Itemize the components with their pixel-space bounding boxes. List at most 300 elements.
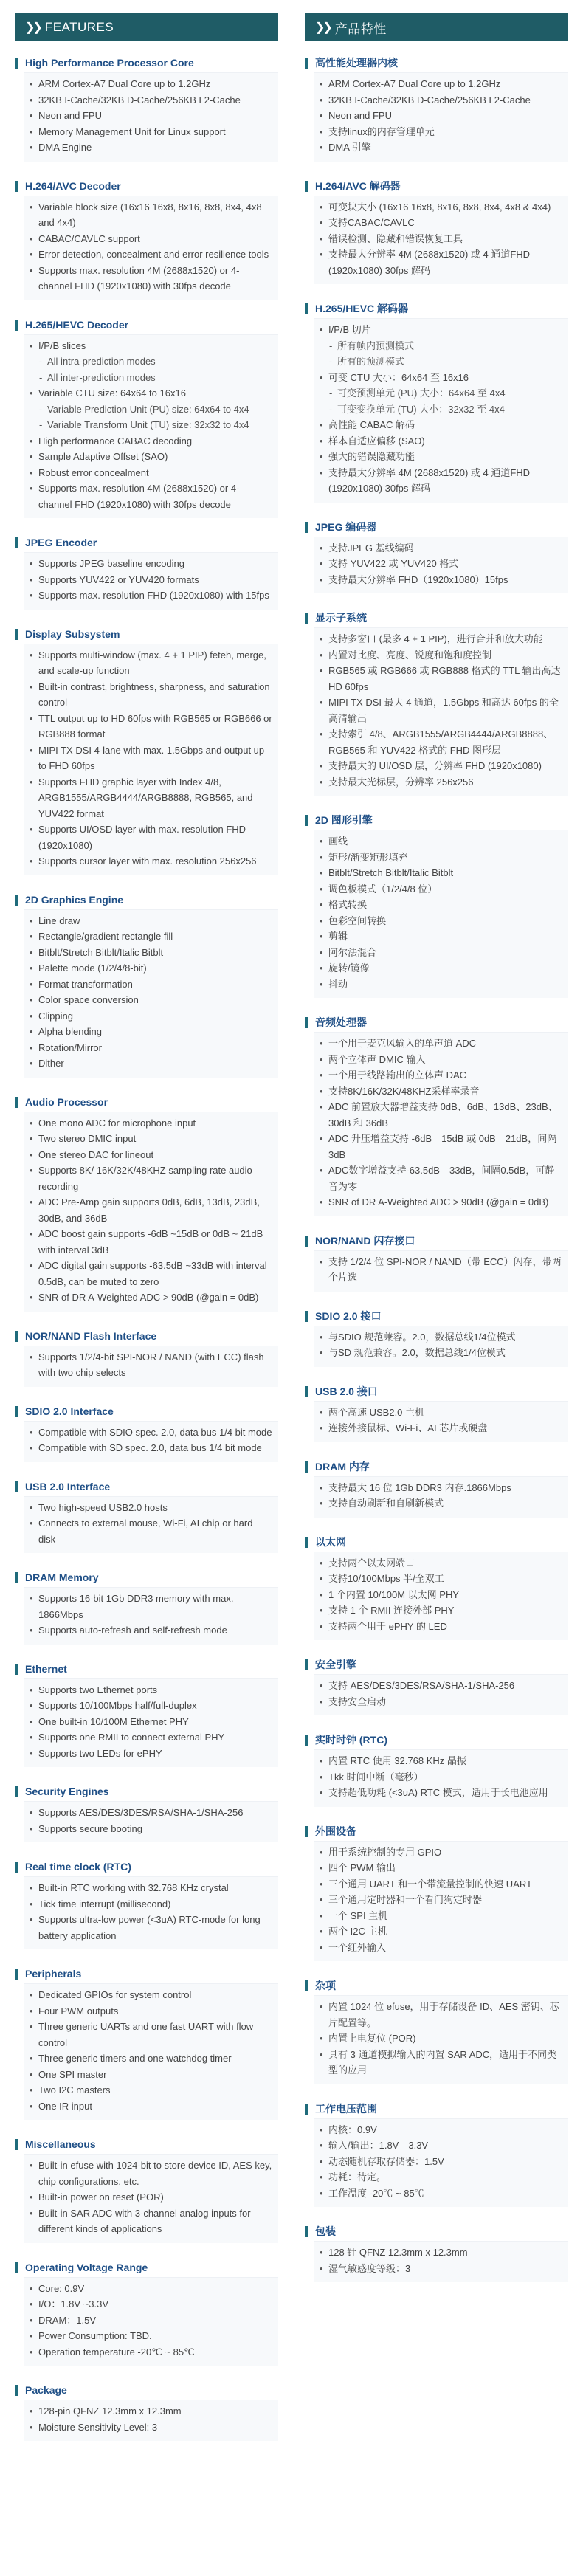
feature-item: • Built-in contrast, brightness, sharpness, and saturation control <box>30 679 272 711</box>
section-title: NOR/NAND Flash Interface <box>25 1329 157 1342</box>
feature-item: • Tick time interrupt (millisecond) <box>30 1896 272 1912</box>
section-spacer <box>305 1442 568 1461</box>
feature-item: • 动态随机存取存储器：1.5V <box>320 2154 562 2170</box>
feature-item: • 强大的错误隐藏功能 <box>320 449 562 465</box>
feature-item: • 支持最大分辨率 4M (2688x1520) 或 4 通道FHD (1920x1080) 30fps 解码 <box>320 247 562 278</box>
section-title: SDIO 2.0 Interface <box>25 1405 114 1417</box>
feature-section <box>305 613 568 796</box>
feature-item: • Variable CTU size: 64x64 to 16x16 <box>30 385 272 402</box>
feature-item: • 支持索引 4/8、ARGB1555/ARGB4444/ARGB8888、RGB565 和 YUV422 格式的 FHD 图形层 <box>320 726 562 758</box>
feature-item: • Bitblt/Stretch Bitblt/Italic Bitblt <box>320 865 562 881</box>
section-body <box>314 196 568 285</box>
section-spacer <box>15 162 278 181</box>
feature-item: • Dither <box>30 1055 272 1072</box>
feature-item: • 支持最大分辨率 FHD（1920x1080）15fps <box>320 572 562 588</box>
feature-item: • Supports two Ethernet ports <box>30 1682 272 1698</box>
section-body <box>314 1995 568 2084</box>
section-title: 工作电压范围 <box>315 2102 377 2115</box>
feature-section <box>305 1017 568 1216</box>
feature-section <box>305 2226 568 2282</box>
section-spacer <box>305 1961 568 1980</box>
feature-section <box>305 1386 568 1442</box>
feature-item: • 格式转换 <box>320 897 562 913</box>
feature-item: • 湿气敏感度等级：3 <box>320 2261 562 2277</box>
section-body <box>24 1587 278 1645</box>
feature-item: • Supports max. resolution FHD (1920x1080) with 15fps <box>30 588 272 604</box>
feature-item: • Supports one RMII to connect external PHY <box>30 1729 272 1746</box>
features-header <box>15 13 278 41</box>
section-body <box>24 1112 278 1312</box>
feature-item: • Supports ultra-low power (<3uA) RTC-mode for long battery application <box>30 1912 272 1943</box>
feature-sub-item: - All inter-prediction modes <box>30 370 272 386</box>
feature-item: • Supports auto-refresh and self-refresh mode <box>30 1622 272 1639</box>
feature-item: • ADC Pre-Amp gain supports 0dB, 6dB, 13dB, 23dB, 30dB, and 36dB <box>30 1194 272 1226</box>
section-spacer <box>305 796 568 815</box>
feature-item: • Supports cursor layer with max. resolution 256x256 <box>30 853 272 869</box>
section-spacer <box>15 2120 278 2139</box>
section-title: 实时时钟 (RTC) <box>315 1734 387 1746</box>
feature-section <box>15 2139 278 2243</box>
section-title: Real time clock (RTC) <box>25 1861 131 1873</box>
section-body <box>24 552 278 610</box>
feature-item: • ADC digital gain supports -63.5dB ~33dB with interval 0.5dB, can be muted to zero <box>30 1258 272 1289</box>
section-spacer <box>15 2243 278 2262</box>
section-body <box>24 644 278 875</box>
feature-item: • Two I2C masters <box>30 2082 272 2098</box>
feature-section <box>305 1461 568 1518</box>
feature-item: • Clipping <box>30 1008 272 1024</box>
feature-item: • 支持最大分辨率 4M (2688x1520) 或 4 通道FHD (1920x1080) 30fps 解码 <box>320 465 562 497</box>
feature-section <box>15 1664 278 1768</box>
feature-item: • One SPI master <box>30 2067 272 2083</box>
feature-item: • 一个 SPI 主机 <box>320 1908 562 1924</box>
feature-section <box>305 181 568 285</box>
section-spacer <box>15 610 278 629</box>
feature-item: • 内核：0.9V <box>320 2122 562 2138</box>
feature-item: • 具有 3 通道模拟输入的内置 SAR ADC，适用于不同类型的应用 <box>320 2047 562 2079</box>
feature-item: • 与SDIO 规范兼容。2.0，数据总线1/4位模式 <box>320 1329 562 1346</box>
feature-item: • Supports 16-bit 1Gb DDR3 memory with max. 1866Mbps <box>30 1591 272 1622</box>
section-body <box>24 72 278 162</box>
feature-section <box>305 303 568 503</box>
feature-item: • TTL output up to HD 60fps with RGB565 or RGB666 or RGB888 format <box>30 711 272 743</box>
feature-item: • One built-in 10/100M Ethernet PHY <box>30 1714 272 1730</box>
feature-item: • Supports secure booting <box>30 1821 272 1837</box>
section-spacer <box>15 1949 278 1969</box>
feature-item: • 阿尔法混合 <box>320 945 562 961</box>
feature-item: • I/P/B slices <box>30 338 272 354</box>
feature-item: • 支持超低功耗 (<3uA) RTC 模式，适用于长电池应用 <box>320 1785 562 1801</box>
feature-item: • Compatible with SD spec. 2.0, data bus 1/4 bit mode <box>30 1440 272 1456</box>
feature-item: • One IR input <box>30 2098 272 2115</box>
section-spacer <box>15 875 278 895</box>
feature-item: • 1 个内置 10/100M 以太网 PHY <box>320 1587 562 1603</box>
feature-item: • Dedicated GPIOs for system control <box>30 1987 272 2003</box>
section-title: 包装 <box>315 2225 336 2237</box>
feature-item: • 三个通用 UART 和一个带流量控制的快速 UART <box>320 1876 562 1893</box>
feature-item: • CABAC/CAVLC support <box>30 231 272 247</box>
feature-item: • 工作温度 -20℃ ~ 85℃ <box>320 2186 562 2202</box>
feature-item: • Supports UI/OSD layer with max. resolution FHD (1920x1080) <box>30 822 272 853</box>
section-spacer <box>15 1462 278 1481</box>
feature-item: • 支持 1/2/4 位 SPI-NOR / NAND（带 ECC）闪存，带两个片选 <box>320 1254 562 1286</box>
feature-item: • 内置上电复位 (POR) <box>320 2031 562 2047</box>
feature-item: • MIPI TX DSI 4-lane with max. 1.5Gbps and output up to FHD 60fps <box>30 743 272 774</box>
feature-item: • 两个高速 USB2.0 主机 <box>320 1405 562 1421</box>
section-body <box>314 830 568 998</box>
feature-section <box>15 1406 278 1462</box>
feature-item: • Supports multi-window (max. 4 + 1 PIP) feteh, merge, and scale-up function <box>30 647 272 679</box>
feature-item: • Supports max. resolution 4M (2688x1520) or 4-channel FHD (1920x1080) with 30fps decode <box>30 481 272 512</box>
feature-item: • 矩形/渐变矩形填充 <box>320 850 562 866</box>
section-spacer <box>305 998 568 1017</box>
feature-item: • Three generic timers and one watchdog timer <box>30 2050 272 2067</box>
feature-section <box>305 1311 568 1367</box>
feature-section <box>15 537 278 610</box>
feature-section <box>15 1481 278 1554</box>
section-body <box>24 1983 278 2120</box>
section-title: SDIO 2.0 接口 <box>315 1309 382 1322</box>
feature-item: • SNR of DR A-Weighted ADC > 90dB (@gain = 0dB) <box>30 1289 272 1306</box>
feature-item: • Supports 10/100Mbps half/full-duplex <box>30 1698 272 1714</box>
section-spacer <box>15 2366 278 2385</box>
feature-section <box>15 895 278 1078</box>
feature-item: • 支持 AES/DES/3DES/RSA/SHA-1/SHA-256 <box>320 1678 562 1694</box>
section-spacer <box>305 1807 568 1826</box>
feature-item: • 支持CABAC/CAVLC <box>320 215 562 231</box>
feature-item: • 128 针 QFNZ 12.3mm x 12.3mm <box>320 2245 562 2261</box>
feature-section <box>15 629 278 875</box>
feature-item: • 与SD 规范兼容。2.0，数据总线1/4位模式 <box>320 1345 562 1361</box>
section-body <box>314 537 568 594</box>
feature-item: • Compatible with SDIO spec. 2.0, data bus 1/4 bit mode <box>30 1425 272 1441</box>
feature-item: • Format transformation <box>30 977 272 993</box>
feature-item: • 支持8K/16K/32K/48KHZ采样率录音 <box>320 1084 562 1100</box>
feature-section <box>15 1969 278 2120</box>
section-body <box>314 1841 568 1962</box>
feature-item: • ADC boost gain supports -6dB ~15dB or 0dB ~ 21dB with interval 3dB <box>30 1226 272 1258</box>
section-spacer <box>15 518 278 537</box>
feature-item: • High performance CABAC decoding <box>30 433 272 450</box>
section-spacer <box>15 2441 278 2460</box>
section-body <box>24 2400 278 2441</box>
feature-sub-item: - 可变预测单元 (PU) 大小：64x64 至 4x4 <box>320 385 562 402</box>
section-spacer <box>305 2282 568 2301</box>
feature-item: • Connects to external mouse, Wi-Fi, AI chip or hard disk <box>30 1515 272 1547</box>
section-body <box>314 1401 568 1442</box>
feature-item: • 可变 CTU 大小：64x64 至 16x16 <box>320 370 562 386</box>
section-title: H.264/AVC Decoder <box>25 179 121 192</box>
section-body <box>314 1476 568 1518</box>
feature-item: • 支持安全启动 <box>320 1694 562 1710</box>
feature-item: • Two high-speed USB2.0 hosts <box>30 1500 272 1516</box>
feature-item: • Built-in efuse with 1024-bit to store device ID, AES key, chip configurations, etc. <box>30 2157 272 2189</box>
feature-item: • 两个立体声 DMIC 输入 <box>320 1052 562 1068</box>
feature-item: • ARM Cortex-A7 Dual Core up to 1.2GHz <box>30 76 272 92</box>
feature-section <box>305 522 568 594</box>
feature-item: • Built-in power on reset (POR) <box>30 2189 272 2205</box>
feature-item: • RGB565 或 RGB666 或 RGB888 格式的 TTL 输出高达 HD 60fps <box>320 663 562 695</box>
feature-item: • SNR of DR A-Weighted ADC > 90dB (@gain = 0dB) <box>320 1194 562 1210</box>
section-body <box>314 1749 568 1807</box>
feature-sections-list <box>15 58 278 2460</box>
feature-item: • Rotation/Mirror <box>30 1040 272 1056</box>
feature-sub-item: - All intra-prediction modes <box>30 354 272 370</box>
section-body <box>314 1250 568 1292</box>
section-spacer <box>305 593 568 613</box>
feature-item: • Supports YUV422 or YUV420 formats <box>30 572 272 588</box>
feature-item: • 连接外接鼠标、Wi-Fi、AI 芯片或硬盘 <box>320 1420 562 1436</box>
product-features-header-title: 产品特性 <box>334 21 387 36</box>
section-spacer <box>15 1312 278 1331</box>
section-spacer <box>305 1367 568 1386</box>
section-title: 高性能处理器内核 <box>315 57 398 69</box>
section-spacer <box>15 1767 278 1786</box>
feature-section <box>15 2385 278 2441</box>
feature-item: • Bitblt/Stretch Bitblt/Italic Bitblt <box>30 945 272 961</box>
feature-section <box>305 2104 568 2208</box>
section-spacer <box>15 1387 278 1406</box>
feature-item: • Neon and FPU <box>30 108 272 124</box>
section-body <box>314 2118 568 2208</box>
feature-item: • Line draw <box>30 913 272 929</box>
feature-item: • 色彩空间转换 <box>320 913 562 929</box>
feature-item: • MIPI TX DSI 最大 4 通道，1.5Gbps 和高达 60fps 的全高清输出 <box>320 695 562 726</box>
feature-item: • 支持linux的内存管理单元 <box>320 124 562 140</box>
section-body <box>314 627 568 796</box>
section-body <box>24 1678 278 1768</box>
feature-sub-item: - 所有帧内预测模式 <box>320 338 562 354</box>
feature-item: • 内置 1024 位 efuse，用于存储设备 ID、AES 密钥、芯片配置等。 <box>320 1999 562 2031</box>
feature-item: • Operation temperature -20℃ ~ 85℃ <box>30 2344 272 2360</box>
feature-item: • 抖动 <box>320 977 562 993</box>
feature-item: • Supports max. resolution 4M (2688x1520) or 4-channel FHD (1920x1080) with 30fps decode <box>30 263 272 295</box>
section-body <box>24 909 278 1078</box>
feature-item: • 支持10/100Mbps 半/全双工 <box>320 1571 562 1587</box>
feature-item: • Palette mode (1/2/4/8-bit) <box>30 960 272 977</box>
section-spacer <box>305 162 568 181</box>
section-body <box>24 196 278 300</box>
feature-item: • 支持最大光标层，分辨率 256x256 <box>320 774 562 791</box>
feature-item: • 一个用于麦克风输入的单声道 ADC <box>320 1036 562 1052</box>
feature-item: • Robust error concealment <box>30 465 272 481</box>
section-spacer <box>305 1292 568 1311</box>
section-title: H.264/AVC 解码器 <box>315 179 401 192</box>
feature-item: • 支持最大的 UI/OSD 层，分辨率 FHD (1920x1080) <box>320 758 562 774</box>
section-title: 2D 图形引擎 <box>315 814 373 826</box>
feature-section <box>15 58 278 162</box>
section-spacer <box>305 1216 568 1236</box>
feature-item: • Memory Management Unit for Linux support <box>30 124 272 140</box>
feature-item: • ADC数字增益支持-63.5dB 33dB，间隔0.5dB，可静音为零 <box>320 1163 562 1194</box>
feature-item: • Supports 8K/ 16K/32K/48KHZ sampling rate audio recording <box>30 1163 272 1194</box>
feature-section <box>305 58 568 162</box>
features-header-title: FEATURES <box>44 20 114 34</box>
feature-item: • Four PWM outputs <box>30 2003 272 2019</box>
section-title: 音频处理器 <box>315 1016 367 1028</box>
section-body <box>314 1674 568 1715</box>
section-title: USB 2.0 接口 <box>315 1385 378 1397</box>
feature-item: • 剪辑 <box>320 929 562 945</box>
section-spacer <box>15 1842 278 1862</box>
section-body <box>314 1032 568 1216</box>
feature-item: • Supports AES/DES/3DES/RSA/SHA-1/SHA-256 <box>30 1805 272 1821</box>
feature-item: • Power Consumption: TBD. <box>30 2328 272 2344</box>
feature-section <box>15 1862 278 1949</box>
section-spacer <box>305 503 568 522</box>
section-title: Security Engines <box>25 1785 109 1797</box>
feature-item: • Built-in RTC working with 32.768 KHz crystal <box>30 1880 272 1896</box>
section-spacer <box>305 2084 568 2104</box>
section-spacer <box>15 1645 278 1664</box>
section-spacer <box>305 1640 568 1659</box>
section-title: Ethernet <box>25 1662 67 1675</box>
feature-item: • 用于系统控制的专用 GPIO <box>320 1845 562 1861</box>
feature-item: • Built-in SAR ADC with 3-channel analog inputs for different kinds of applications <box>30 2205 272 2237</box>
feature-item: • 可变块大小 (16x16 16x8, 8x16, 8x8, 8x4, 4x8 & 4x4) <box>320 199 562 216</box>
section-title: 杂项 <box>315 1980 336 1991</box>
feature-sub-item: - Variable Transform Unit (TU) size: 32x32 to 4x4 <box>30 417 272 433</box>
feature-item: • 高性能 CABAC 解码 <box>320 417 562 433</box>
feature-item: • 支持最大 16 位 1Gb DDR3 内存.1866Mbps <box>320 1480 562 1496</box>
feature-item: • Sample Adaptive Offset (SAO) <box>30 449 272 465</box>
section-body <box>24 1801 278 1842</box>
feature-item: • 输入/输出：1.8V 3.3V <box>320 2138 562 2154</box>
feature-item: • 支持 1 个 RMII 连接外部 PHY <box>320 1602 562 1619</box>
section-body <box>314 72 568 162</box>
feature-item: • Two stereo DMIC input <box>30 1131 272 1147</box>
features-column-english <box>15 13 278 2460</box>
feature-item: • DMA Engine <box>30 140 272 156</box>
feature-item: • Alpha blending <box>30 1024 272 1040</box>
section-body <box>314 2241 568 2282</box>
feature-item: • 三个通用定时器和一个看门狗定时器 <box>320 1892 562 1908</box>
feature-item: • 支持两个用于 ePHY 的 LED <box>320 1619 562 1635</box>
section-body <box>314 318 568 503</box>
section-title: 2D Graphics Engine <box>25 893 124 906</box>
feature-item: • 四个 PWM 输出 <box>320 1860 562 1876</box>
section-body <box>24 1346 278 1387</box>
feature-item: • 支持两个以太网端口 <box>320 1555 562 1571</box>
feature-item: • Supports JPEG baseline encoding <box>30 556 272 572</box>
section-spacer <box>15 1553 278 1572</box>
feature-item: • 支持JPEG 基线编码 <box>320 540 562 557</box>
section-title: Miscellaneous <box>25 2138 96 2150</box>
feature-item: • Supports FHD graphic layer with Index 4/8, ARGB1555/ARGB4444/ARGB8888, RGB565, and YUV422 format <box>30 774 272 822</box>
feature-section <box>305 1735 568 1807</box>
feature-item: • Neon and FPU <box>320 108 562 124</box>
section-title: Display Subsystem <box>25 627 120 640</box>
feature-item: • Color space conversion <box>30 992 272 1008</box>
feature-item: • 一个用于线路输出的立体声 DAC <box>320 1067 562 1084</box>
section-title: Peripherals <box>25 1968 82 1980</box>
feature-section <box>305 815 568 998</box>
feature-item: • DRAM：1.5V <box>30 2312 272 2329</box>
section-title: 安全引擎 <box>315 1659 356 1670</box>
feature-item: • 错误检测、隐藏和错误恢复工具 <box>320 231 562 247</box>
section-body <box>24 1496 278 1554</box>
section-title: JPEG 编码器 <box>315 520 377 533</box>
section-body <box>24 2277 278 2366</box>
feature-sub-item: - 可变变换单元 (TU) 大小：32x32 至 4x4 <box>320 402 562 418</box>
section-title: NOR/NAND 闪存接口 <box>315 1234 415 1247</box>
product-features-header <box>305 13 568 41</box>
features-column-chinese <box>305 13 568 2460</box>
feature-item: • 画线 <box>320 833 562 850</box>
section-title: High Performance Processor Core <box>25 57 194 69</box>
section-title: 外围设备 <box>315 1825 356 1837</box>
section-title: DRAM Memory <box>25 1571 99 1583</box>
feature-section <box>15 181 278 300</box>
feature-section <box>305 1537 568 1641</box>
section-body <box>314 1326 568 1367</box>
feature-item: • 支持多窗口 (最多 4 + 1 PIP)，进行合并和放大功能 <box>320 631 562 647</box>
section-title: JPEG Encoder <box>25 537 97 548</box>
feature-section <box>15 1572 278 1645</box>
section-body <box>24 1876 278 1949</box>
feature-item: • 功耗：待定。 <box>320 2169 562 2186</box>
feature-sub-item: - 所有的预测模式 <box>320 354 562 370</box>
section-title: H.265/HEVC Decoder <box>25 318 129 331</box>
feature-section <box>305 1659 568 1715</box>
feature-item: • 样本自适应偏移 (SAO) <box>320 433 562 450</box>
feature-sections-list <box>305 58 568 2301</box>
section-spacer <box>305 1518 568 1537</box>
feature-item: • One mono ADC for microphone input <box>30 1115 272 1132</box>
feature-item: • Rectangle/gradient rectangle fill <box>30 929 272 945</box>
feature-item: • Supports 1/2/4-bit SPI-NOR / NAND (with ECC) flash with two chip selects <box>30 1349 272 1381</box>
feature-section <box>15 2262 278 2366</box>
double-chevron-icon: ❯❯ <box>25 21 41 34</box>
section-spacer <box>305 284 568 303</box>
section-title: H.265/HEVC 解码器 <box>315 303 409 314</box>
feature-item: • 内置 RTC 使用 32.768 KHz 晶振 <box>320 1753 562 1769</box>
feature-item: • 32KB I-Cache/32KB D-Cache/256KB L2-Cache <box>320 92 562 109</box>
feature-item: • Moisture Sensitivity Level: 3 <box>30 2420 272 2436</box>
feature-item: • ADC 升压增益支持 -6dB 15dB 或 0dB 21dB，间隔 3dB <box>320 1131 562 1163</box>
feature-item: • 调色板模式（1/2/4/8 位） <box>320 881 562 898</box>
feature-item: • I/O：1.8V ~3.3V <box>30 2296 272 2312</box>
section-title: 显示子系统 <box>315 612 367 624</box>
section-spacer <box>15 300 278 320</box>
feature-item: • 旋转/镜像 <box>320 960 562 977</box>
feature-item: • 支持自动刷新和自刷新模式 <box>320 1495 562 1512</box>
section-body <box>24 2154 278 2243</box>
feature-item: • I/P/B 切片 <box>320 322 562 338</box>
feature-sub-item: - Variable Prediction Unit (PU) size: 64x64 to 4x4 <box>30 402 272 418</box>
section-title: Audio Processor <box>25 1095 108 1108</box>
section-spacer <box>305 1715 568 1735</box>
section-body <box>24 334 278 519</box>
feature-section <box>15 320 278 519</box>
section-title: Operating Voltage Range <box>25 2261 148 2273</box>
feature-item: • Three generic UARTs and one fast UART with flow control <box>30 2019 272 2050</box>
feature-section <box>15 1786 278 1842</box>
section-body <box>314 1552 568 1641</box>
section-title: 以太网 <box>315 1535 346 1548</box>
feature-section <box>305 1980 568 2084</box>
section-spacer <box>15 1078 278 1097</box>
feature-item: • 128-pin QFNZ 12.3mm x 12.3mm <box>30 2403 272 2420</box>
feature-section <box>15 1097 278 1312</box>
feature-item: • Variable block size (16x16 16x8, 8x16, 8x8, 8x4, 4x8 and 4x4) <box>30 199 272 231</box>
feature-section <box>305 1236 568 1292</box>
feature-section <box>15 1331 278 1387</box>
feature-item: • Supports two LEDs for ePHY <box>30 1746 272 1762</box>
section-title: DRAM 内存 <box>315 1460 370 1473</box>
section-body <box>24 1421 278 1462</box>
feature-item: • Tkk 时间中断（毫秒） <box>320 1769 562 1785</box>
